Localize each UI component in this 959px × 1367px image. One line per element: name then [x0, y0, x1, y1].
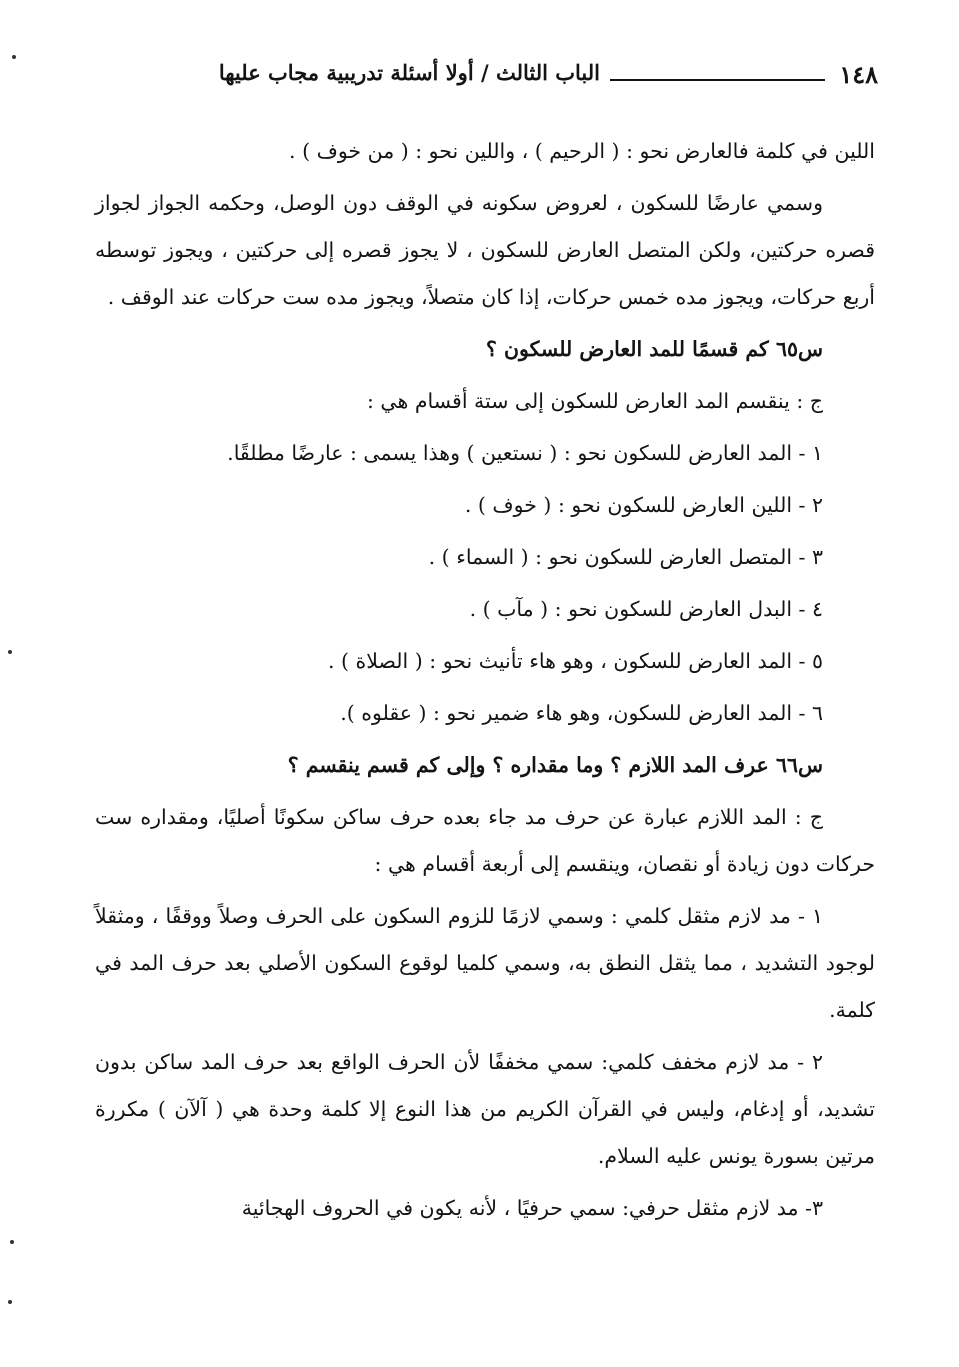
list-item: ٤ - البدل العارض للسكون نحو : ( مآب ) . — [469, 597, 823, 621]
page-body — [95, 128, 875, 1237]
question-66: س٦٦ عرف المد اللازم ؟ وما مقداره ؟ وإلى كم قسم ينقسم ؟ — [287, 753, 823, 777]
list-item: ٢ - اللين العارض للسكون نحو : ( خوف ) . — [464, 493, 823, 517]
header-rule — [610, 79, 825, 81]
paragraph-continuation: اللين في كلمة فالعارض نحو : ( الرحيم ) ، واللين نحو : ( من خوف ) . — [289, 139, 875, 163]
question-65: س٦٥ كم قسمًا للمد العارض للسكون ؟ — [485, 337, 823, 361]
scan-speck — [8, 1300, 12, 1304]
list-item: ٥ - المد العارض للسكون ، وهو هاء تأنيث نحو : ( الصلاة ) . — [328, 649, 823, 673]
list-item: ١ - مد لازم مثقل كلمي : وسمي لازمًا للزوم السكون على الحرف وصلاً ووقفًا ، ومثقلاً لوجود التشديد ، مما يثقل النطق به، وسمي كلميا لوقوع السكون الأصلي بعد حرف المد في كلمة. — [95, 904, 875, 1022]
answer-65: ج : ينقسم المد العارض للسكون إلى ستة أقسام هي : — [366, 389, 823, 413]
chapter-title: الباب الثالث / أولا أسئلة تدريبية مجاب عليها — [218, 60, 600, 85]
page-number: ١٤٨ — [839, 60, 878, 89]
list-item: ٢ - مد لازم مخفف كلمي: سمي مخففًا لأن الحرف الواقع بعد حرف المد ساكن بدون تشديد، أو إدغام، وليس في القرآن الكريم من هذا النوع إلا كلمة وحدة هي ( آلآن ) مكررة مرتين بسورة يونس عليه السلام. — [95, 1050, 875, 1168]
list-item: ٣- مد لازم مثقل حرفي: سمي حرفيًا ، لأنه يكون في الحروف الهجائية — [241, 1196, 823, 1220]
list-item: ٦ - المد العارض للسكون، وهو هاء ضمير نحو : ( عقلوه ). — [340, 701, 823, 725]
answer-66: ج : المد اللازم عبارة عن حرف مد جاء بعده حرف ساكن سكونًا أصليًا، ومقداره ست حركات دون زيادة أو نقصان، وينقسم إلى أربعة أقسام هي : — [95, 805, 875, 876]
scan-speck — [10, 1240, 14, 1244]
scan-speck — [12, 55, 16, 59]
page-header — [95, 58, 880, 98]
paragraph-arid-definition: وسمي عارضًا للسكون ، لعروض سكونه في الوقف دون الوصل، وحكمه الجواز لجواز قصره حركتين، ولكن المتصل العارض للسكون ، لا يجوز قصره إلى حركتين ، ويجوز توسطه أربع حركات، ويجوز مده خمس حركات، إذا كان متصلاً، ويجوز مده ست حركات عند الوقف . — [95, 191, 875, 309]
list-item: ٣ - المتصل العارض للسكون نحو : ( السماء ) . — [428, 545, 823, 569]
list-item: ١ - المد العارض للسكون نحو : ( نستعين ) وهذا يسمى : عارضًا مطلقًا. — [227, 441, 823, 465]
scan-speck — [8, 650, 12, 654]
